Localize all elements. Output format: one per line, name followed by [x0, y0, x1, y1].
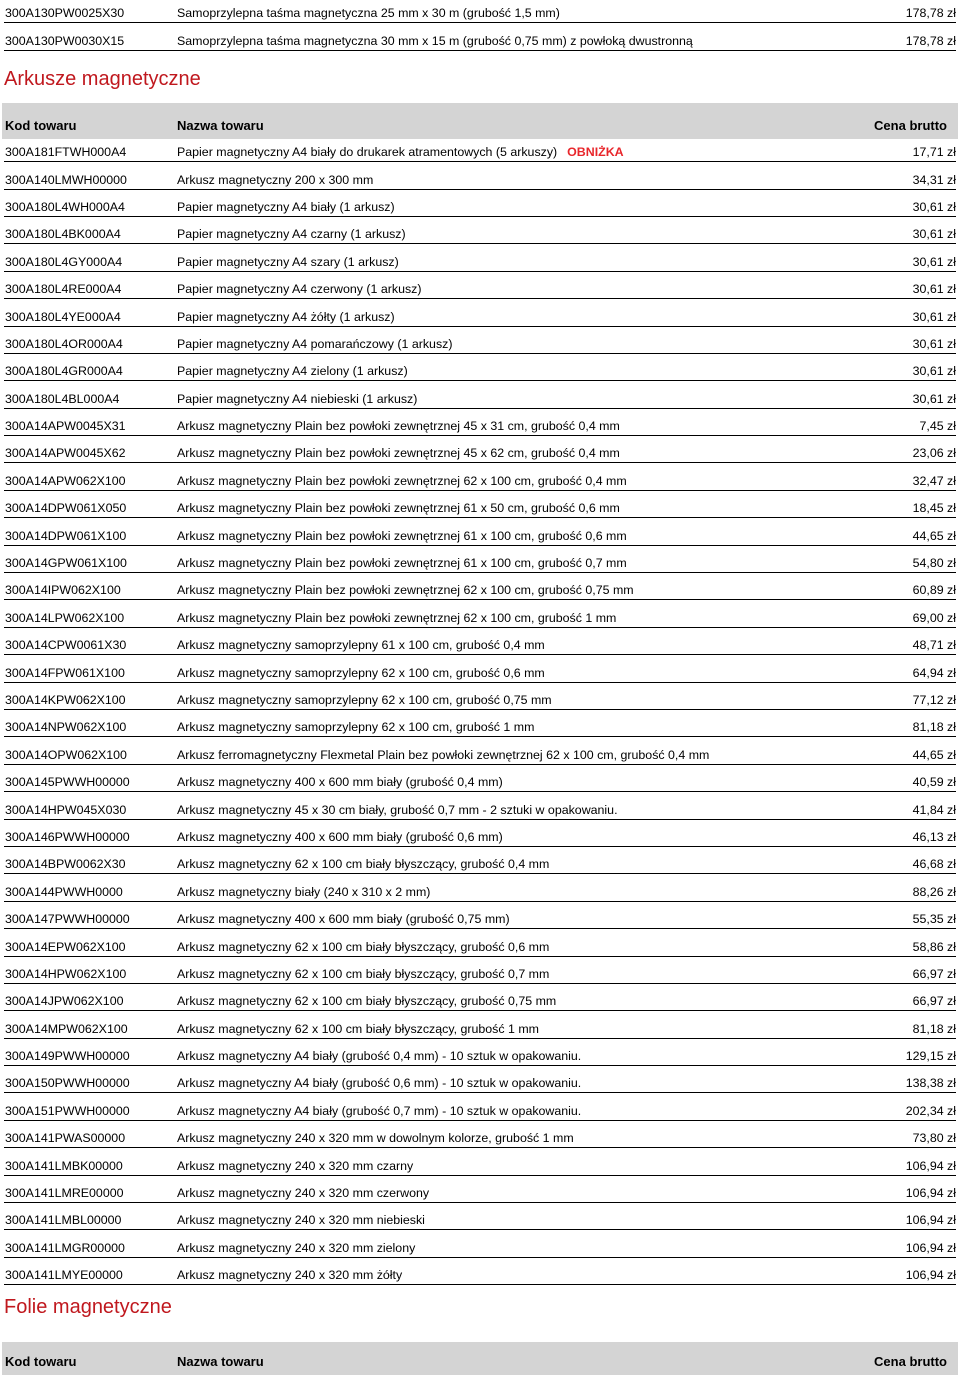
product-code: 300A151PWWH00000: [5, 1103, 130, 1118]
table-row: [0, 659, 960, 686]
product-name: [177, 583, 634, 597]
product-name: [177, 803, 618, 817]
table-row: [0, 550, 960, 577]
row-divider: [4, 1120, 956, 1121]
product-code: 300A14LPW062X100: [5, 610, 125, 625]
header-name: Nazwa towaru: [177, 1354, 264, 1370]
product-name-text: Arkusz magnetyczny 200 x 300 mm: [177, 172, 374, 187]
product-code: 300A180L4GR000A4: [5, 364, 123, 379]
product-name-text: Arkusz magnetyczny A4 biały (grubość 0,7 mm) - 10 sztuk w opakowaniu.: [177, 1103, 582, 1118]
product-price: 48,71 zł: [912, 638, 956, 653]
product-name-text: Arkusz magnetyczny 62 x 100 cm biały błyszczący, grubość 0,7 mm: [177, 966, 550, 981]
product-code: 300A14MPW062X100: [5, 1021, 128, 1036]
product-code: 300A14NPW062X100: [5, 720, 127, 735]
product-code: 300A141LMGR00000: [5, 1240, 125, 1255]
product-name-text: Arkusz magnetyczny Plain bez powłoki zewnętrznej 45 x 31 cm, grubość 0,4 mm: [177, 419, 620, 434]
product-name: [177, 282, 421, 296]
product-name-text: Arkusz ferromagnetyczny Flexmetal Plain bez powłoki zewnętrznej 62 x 100 cm, grubość 0,4 mm: [177, 747, 710, 762]
product-name-text: Papier magnetyczny A4 biały (1 arkusz): [177, 199, 395, 214]
row-divider: [4, 627, 956, 628]
table-row: [0, 1262, 960, 1289]
table-header: [2, 1342, 958, 1375]
product-code: 300A145PWWH00000: [5, 775, 130, 790]
product-name-text: Arkusz magnetyczny Plain bez powłoki zewnętrznej 61 x 50 cm, grubość 0,6 mm: [177, 501, 620, 516]
product-name: [177, 611, 616, 625]
product-name-text: Arkusz magnetyczny Plain bez powłoki zewnętrznej 62 x 100 cm, grubość 0,4 mm: [177, 473, 627, 488]
product-name-text: Arkusz magnetyczny 240 x 320 mm czarny: [177, 1158, 414, 1173]
header-code: Kod towaru: [5, 117, 77, 133]
row-divider: [4, 928, 956, 929]
header-name: Nazwa towaru: [177, 117, 264, 133]
table-row: [0, 1152, 960, 1179]
row-divider: [4, 1175, 956, 1176]
product-name-text: Arkusz magnetyczny 400 x 600 mm biały (grubość 0,4 mm): [177, 775, 503, 790]
spacer: [0, 1323, 960, 1342]
row-divider: [4, 764, 956, 765]
header-price: Cena brutto: [874, 117, 947, 133]
product-code: 300A180L4RE000A4: [5, 282, 122, 297]
row-divider: [4, 243, 956, 244]
product-price: 69,00 zł: [912, 610, 956, 625]
row-divider: [4, 599, 956, 600]
product-name: [177, 1213, 425, 1227]
product-code: 300A144PWWH0000: [5, 884, 123, 899]
table-row: [0, 303, 960, 330]
table-row: [0, 769, 960, 796]
row-divider: [4, 50, 956, 51]
product-price: 30,61 zł: [912, 199, 956, 214]
table-row: [0, 796, 960, 823]
section-title-text: Folie magnetyczne: [4, 1296, 172, 1319]
product-code: 300A14DPW061X100: [5, 528, 127, 543]
product-name: [177, 775, 503, 789]
product-name: Samoprzylepna taśma magnetyczna 25 mm x 30 m (grubość 1,5 mm): [177, 6, 560, 21]
table-row: [0, 522, 960, 549]
row-divider: [4, 1202, 956, 1203]
product-code: 300A180L4BK000A4: [5, 227, 121, 242]
product-name-text: Arkusz magnetyczny 240 x 320 mm czerwony: [177, 1186, 430, 1201]
product-code: 300A14FPW061X100: [5, 665, 125, 680]
product-name-text: Arkusz magnetyczny 62 x 100 cm biały błyszczący, grubość 0,75 mm: [177, 994, 557, 1009]
row-divider: [4, 22, 956, 23]
product-code: 300A180L4BL000A4: [5, 391, 120, 406]
product-code: 300A141LMBK00000: [5, 1158, 123, 1173]
row-divider: [4, 161, 956, 162]
product-code: 300A181FTWH000A4: [5, 145, 127, 160]
product-name-text: Arkusz magnetyczny Plain bez powłoki zewnętrznej 61 x 100 cm, grubość 0,7 mm: [177, 556, 627, 571]
product-name: [177, 1186, 429, 1200]
product-price: 178,78 zł: [905, 33, 956, 48]
product-price: 81,18 zł: [912, 1021, 956, 1036]
row-divider: [4, 572, 956, 573]
row-divider: [4, 1038, 956, 1039]
product-code: 300A149PWWH00000: [5, 1049, 130, 1064]
table-row: [0, 1180, 960, 1207]
row-divider: [4, 1065, 956, 1066]
product-name: [177, 529, 627, 543]
product-price: 178,78 zł: [905, 6, 956, 21]
table-row: [0, 385, 960, 412]
product-name-text: Papier magnetyczny A4 niebieski (1 arkusz): [177, 391, 418, 406]
product-price: 106,94 zł: [905, 1240, 956, 1255]
product-name: [177, 1241, 415, 1255]
product-name: [177, 1022, 539, 1036]
table-row: [0, 467, 960, 494]
table-row: [0, 1097, 960, 1124]
row-divider: [4, 326, 956, 327]
product-code: 300A180L4YE000A4: [5, 309, 121, 324]
header-code: Kod towaru: [5, 1354, 77, 1370]
table-row: [0, 687, 960, 714]
product-price: 30,61 zł: [912, 391, 956, 406]
product-name: [177, 1049, 581, 1063]
product-name-text: Papier magnetyczny A4 czarny (1 arkusz): [177, 227, 406, 242]
product-name-text: Arkusz magnetyczny 62 x 100 cm biały błyszczący, grubość 0,6 mm: [177, 939, 550, 954]
product-name-text: Arkusz magnetyczny Plain bez powłoki zewnętrznej 61 x 100 cm, grubość 0,6 mm: [177, 528, 627, 543]
section-title-arkusze: [0, 55, 960, 90]
product-name: [177, 419, 620, 433]
product-name-text: Papier magnetyczny A4 biały do drukarek atramentowych (5 arkuszy): [177, 145, 558, 160]
row-divider: [4, 189, 956, 190]
table-row: [0, 714, 960, 741]
product-code: 300A180L4GY000A4: [5, 254, 123, 269]
product-name: [177, 638, 545, 652]
product-name: [177, 173, 373, 187]
product-code: 300A14DPW061X050: [5, 501, 127, 516]
product-price: 32,47 zł: [912, 473, 956, 488]
product-price: 30,61 zł: [912, 227, 956, 242]
product-name: [177, 392, 417, 406]
product-name-text: Arkusz magnetyczny 240 x 320 mm niebieski: [177, 1213, 425, 1228]
product-name: [177, 337, 452, 351]
table-row: [0, 851, 960, 878]
product-code: 300A14OPW062X100: [5, 747, 127, 762]
product-price: 30,61 zł: [912, 336, 956, 351]
product-code: 300A141LMBL00000: [5, 1213, 122, 1228]
row-divider: [4, 517, 956, 518]
row-divider: [4, 983, 956, 984]
table-row: [0, 577, 960, 604]
product-price: 46,13 zł: [912, 829, 956, 844]
product-name: [177, 885, 430, 899]
product-code: 300A14IPW062X100: [5, 583, 121, 598]
product-price: 58,86 zł: [912, 939, 956, 954]
product-name: [177, 446, 620, 460]
product-name: [177, 693, 552, 707]
product-price: 41,84 zł: [912, 802, 956, 817]
table-row: [0, 906, 960, 933]
product-name-text: Arkusz magnetyczny Plain bez powłoki zewnętrznej 62 x 100 cm, grubość 0,75 mm: [177, 583, 634, 598]
product-name-text: Arkusz magnetyczny samoprzylepny 62 x 100 cm, grubość 0,75 mm: [177, 692, 552, 707]
product-price: 30,61 zł: [912, 364, 956, 379]
product-name-text: Papier magnetyczny A4 zielony (1 arkusz): [177, 364, 408, 379]
product-price: 66,97 zł: [912, 966, 956, 981]
product-code: 300A14APW0045X62: [5, 446, 126, 461]
row-divider: [4, 216, 956, 217]
table-row: [0, 1043, 960, 1070]
row-divider: [4, 901, 956, 902]
row-divider: [4, 956, 956, 957]
product-code: 300A14APW062X100: [5, 473, 126, 488]
table-row: [0, 961, 960, 988]
product-name-text: Arkusz magnetyczny 240 x 320 mm żółty: [177, 1268, 403, 1283]
row-divider: [4, 408, 956, 409]
product-price: 44,65 zł: [912, 528, 956, 543]
product-name: [177, 1076, 581, 1090]
product-name-text: Arkusz magnetyczny 62 x 100 cm biały błyszczący, grubość 0,4 mm: [177, 857, 550, 872]
product-code: 300A14JPW062X100: [5, 994, 124, 1009]
product-price: 88,26 zł: [912, 884, 956, 899]
header-price: Cena brutto: [874, 1354, 947, 1370]
row-divider: [4, 1092, 956, 1093]
row-divider: [4, 819, 956, 820]
product-price: 138,38 zł: [905, 1076, 956, 1091]
product-price: 55,35 zł: [912, 912, 956, 927]
row-divider: [4, 545, 956, 546]
table-row: [0, 413, 960, 440]
table-row: [0, 0, 960, 27]
product-name: [177, 310, 395, 324]
product-code: 300A130PW0030X15: [5, 33, 125, 48]
row-divider: [4, 353, 956, 354]
product-price: 30,61 zł: [912, 282, 956, 297]
product-price: 129,15 zł: [905, 1049, 956, 1064]
product-code: 300A141PWAS00000: [5, 1131, 126, 1146]
section-title-text: Arkusze magnetyczne: [4, 67, 201, 90]
product-name-text: Arkusz magnetyczny 400 x 600 mm biały (grubość 0,75 mm): [177, 912, 510, 927]
product-name: [177, 857, 549, 871]
product-name-text: Arkusz magnetyczny 45 x 30 cm biały, grubość 0,7 mm - 2 sztuki w opakowaniu.: [177, 802, 618, 817]
table-row: [0, 1125, 960, 1152]
product-price: 81,18 zł: [912, 720, 956, 735]
product-price: 202,34 zł: [905, 1103, 956, 1118]
product-price: 46,68 zł: [912, 857, 956, 872]
product-price: 54,80 zł: [912, 556, 956, 571]
row-divider: [4, 271, 956, 272]
product-name: [177, 1131, 574, 1145]
product-name-text: Arkusz magnetyczny 240 x 320 mm w dowolnym kolorze, grubość 1 mm: [177, 1131, 574, 1146]
product-name-text: Arkusz magnetyczny 240 x 320 mm zielony: [177, 1240, 416, 1255]
product-name: [177, 364, 408, 378]
product-name-text: Papier magnetyczny A4 czerwony (1 arkusz): [177, 282, 422, 297]
product-price: 40,59 zł: [912, 775, 956, 790]
table-row: [0, 1207, 960, 1234]
product-price: 106,94 zł: [905, 1186, 956, 1201]
product-code: 300A141LMRE00000: [5, 1186, 124, 1201]
row-divider: [4, 435, 956, 436]
product-name-text: Papier magnetyczny A4 żółty (1 arkusz): [177, 309, 395, 324]
product-name: [177, 501, 620, 515]
table-row: [0, 495, 960, 522]
row-divider: [4, 791, 956, 792]
table-row: [0, 604, 960, 631]
product-name: [177, 145, 624, 159]
product-name-text: Arkusz magnetyczny samoprzylepny 61 x 100 cm, grubość 0,4 mm: [177, 638, 545, 653]
product-name-text: Arkusz magnetyczny samoprzylepny 62 x 100 cm, grubość 0,6 mm: [177, 665, 545, 680]
product-price: 106,94 zł: [905, 1213, 956, 1228]
product-code: 300A146PWWH00000: [5, 829, 130, 844]
product-price: 77,12 zł: [912, 692, 956, 707]
product-name: [177, 830, 503, 844]
table-row: [0, 1015, 960, 1042]
product-name-text: Arkusz magnetyczny Plain bez powłoki zewnętrznej 45 x 62 cm, grubość 0,4 mm: [177, 446, 620, 461]
table-row: [0, 139, 960, 166]
table-row: [0, 440, 960, 467]
product-price: 7,45 zł: [919, 419, 956, 434]
product-price: 30,61 zł: [912, 254, 956, 269]
product-code: 300A14GPW061X100: [5, 556, 127, 571]
table-body-arkusze: [0, 139, 960, 1289]
product-code: 300A180L4WH000A4: [5, 199, 125, 214]
product-name-text: Arkusz magnetyczny 62 x 100 cm biały błyszczący, grubość 1 mm: [177, 1021, 539, 1036]
product-code: 300A140LMWH00000: [5, 172, 127, 187]
product-code: 300A150PWWH00000: [5, 1076, 130, 1091]
row-divider: [4, 1010, 956, 1011]
product-code: 300A14KPW062X100: [5, 692, 126, 707]
table-row: [0, 248, 960, 275]
product-price: 44,65 zł: [912, 747, 956, 762]
product-name: [177, 227, 406, 241]
product-name: [177, 912, 510, 926]
row-divider: [4, 1257, 956, 1258]
product-price: 64,94 zł: [912, 665, 956, 680]
table-row: [0, 331, 960, 358]
row-divider: [4, 1284, 956, 1285]
product-code: 300A14BPW0062X30: [5, 857, 126, 872]
spacer: [0, 90, 960, 103]
product-name: Samoprzylepna taśma magnetyczna 30 mm x 15 m (grubość 0,75 mm) z powłoką dwustronną: [177, 33, 693, 48]
product-name-text: Arkusz magnetyczny biały (240 x 310 x 2 mm): [177, 884, 431, 899]
product-name: [177, 474, 627, 488]
product-code: 300A14HPW062X100: [5, 966, 127, 981]
table-row: [0, 878, 960, 905]
product-price: 66,97 zł: [912, 994, 956, 1009]
product-code: 300A14CPW0061X30: [5, 638, 127, 653]
row-divider: [4, 490, 956, 491]
product-price: 34,31 zł: [912, 172, 956, 187]
product-price: 73,80 zł: [912, 1131, 956, 1146]
row-divider: [4, 380, 956, 381]
product-name: [177, 556, 627, 570]
row-divider: [4, 1147, 956, 1148]
row-divider: [4, 462, 956, 463]
product-name: [177, 1104, 581, 1118]
table-row: [0, 933, 960, 960]
row-divider: [4, 709, 956, 710]
discount-badge: OBNIŻKA: [567, 145, 624, 160]
product-name: [177, 967, 549, 981]
product-name-text: Papier magnetyczny A4 pomarańczowy (1 arkusz): [177, 336, 453, 351]
table-row: [0, 166, 960, 193]
table-row: [0, 1070, 960, 1097]
product-name: [177, 1268, 402, 1282]
product-name: [177, 940, 549, 954]
product-name-text: Arkusz magnetyczny A4 biały (grubość 0,6 mm) - 10 sztuk w opakowaniu.: [177, 1076, 582, 1091]
product-name: [177, 666, 545, 680]
row-divider: [4, 654, 956, 655]
product-name-text: Arkusz magnetyczny Plain bez powłoki zewnętrznej 62 x 100 cm, grubość 1 mm: [177, 610, 617, 625]
product-price: 60,89 zł: [912, 583, 956, 598]
table-row: [0, 1234, 960, 1261]
product-code: 300A14EPW062X100: [5, 939, 126, 954]
product-code: 300A147PWWH00000: [5, 912, 130, 927]
product-name-text: Arkusz magnetyczny A4 biały (grubość 0,4 mm) - 10 sztuk w opakowaniu.: [177, 1049, 582, 1064]
product-name: [177, 255, 399, 269]
product-name: [177, 1159, 413, 1173]
product-price: 18,45 zł: [912, 501, 956, 516]
product-code: 300A14HPW045X030: [5, 802, 127, 817]
row-divider: [4, 298, 956, 299]
product-name: [177, 994, 556, 1008]
product-name-text: Arkusz magnetyczny samoprzylepny 62 x 100 cm, grubość 1 mm: [177, 720, 535, 735]
product-name: [177, 720, 534, 734]
product-name-text: Arkusz magnetyczny 400 x 600 mm biały (grubość 0,6 mm): [177, 829, 503, 844]
table-row: [0, 276, 960, 303]
product-price: 106,94 zł: [905, 1158, 956, 1173]
product-code: 300A14APW0045X31: [5, 419, 126, 434]
row-divider: [4, 846, 956, 847]
product-name-text: Papier magnetyczny A4 szary (1 arkusz): [177, 254, 399, 269]
product-code: 300A180L4OR000A4: [5, 336, 123, 351]
product-code: 300A130PW0025X30: [5, 6, 125, 21]
row-divider: [4, 736, 956, 737]
table-row: [0, 358, 960, 385]
product-name: [177, 748, 709, 762]
table-row: [0, 988, 960, 1015]
product-name: [177, 200, 395, 214]
table-row: [0, 632, 960, 659]
product-price: 106,94 zł: [905, 1268, 956, 1283]
product-price: 17,71 zł: [912, 145, 956, 160]
table-row: [0, 27, 960, 54]
table-header: [2, 103, 958, 139]
product-price: 30,61 zł: [912, 309, 956, 324]
row-divider: [4, 682, 956, 683]
table-row: [0, 824, 960, 851]
product-code: 300A141LMYE00000: [5, 1268, 123, 1283]
table-row: [0, 221, 960, 248]
row-divider: [4, 873, 956, 874]
table-row: [0, 741, 960, 768]
table-row: [0, 194, 960, 221]
product-price: 23,06 zł: [912, 446, 956, 461]
top-rows: [0, 0, 960, 55]
row-divider: [4, 1229, 956, 1230]
section-title-folie: [0, 1289, 960, 1323]
